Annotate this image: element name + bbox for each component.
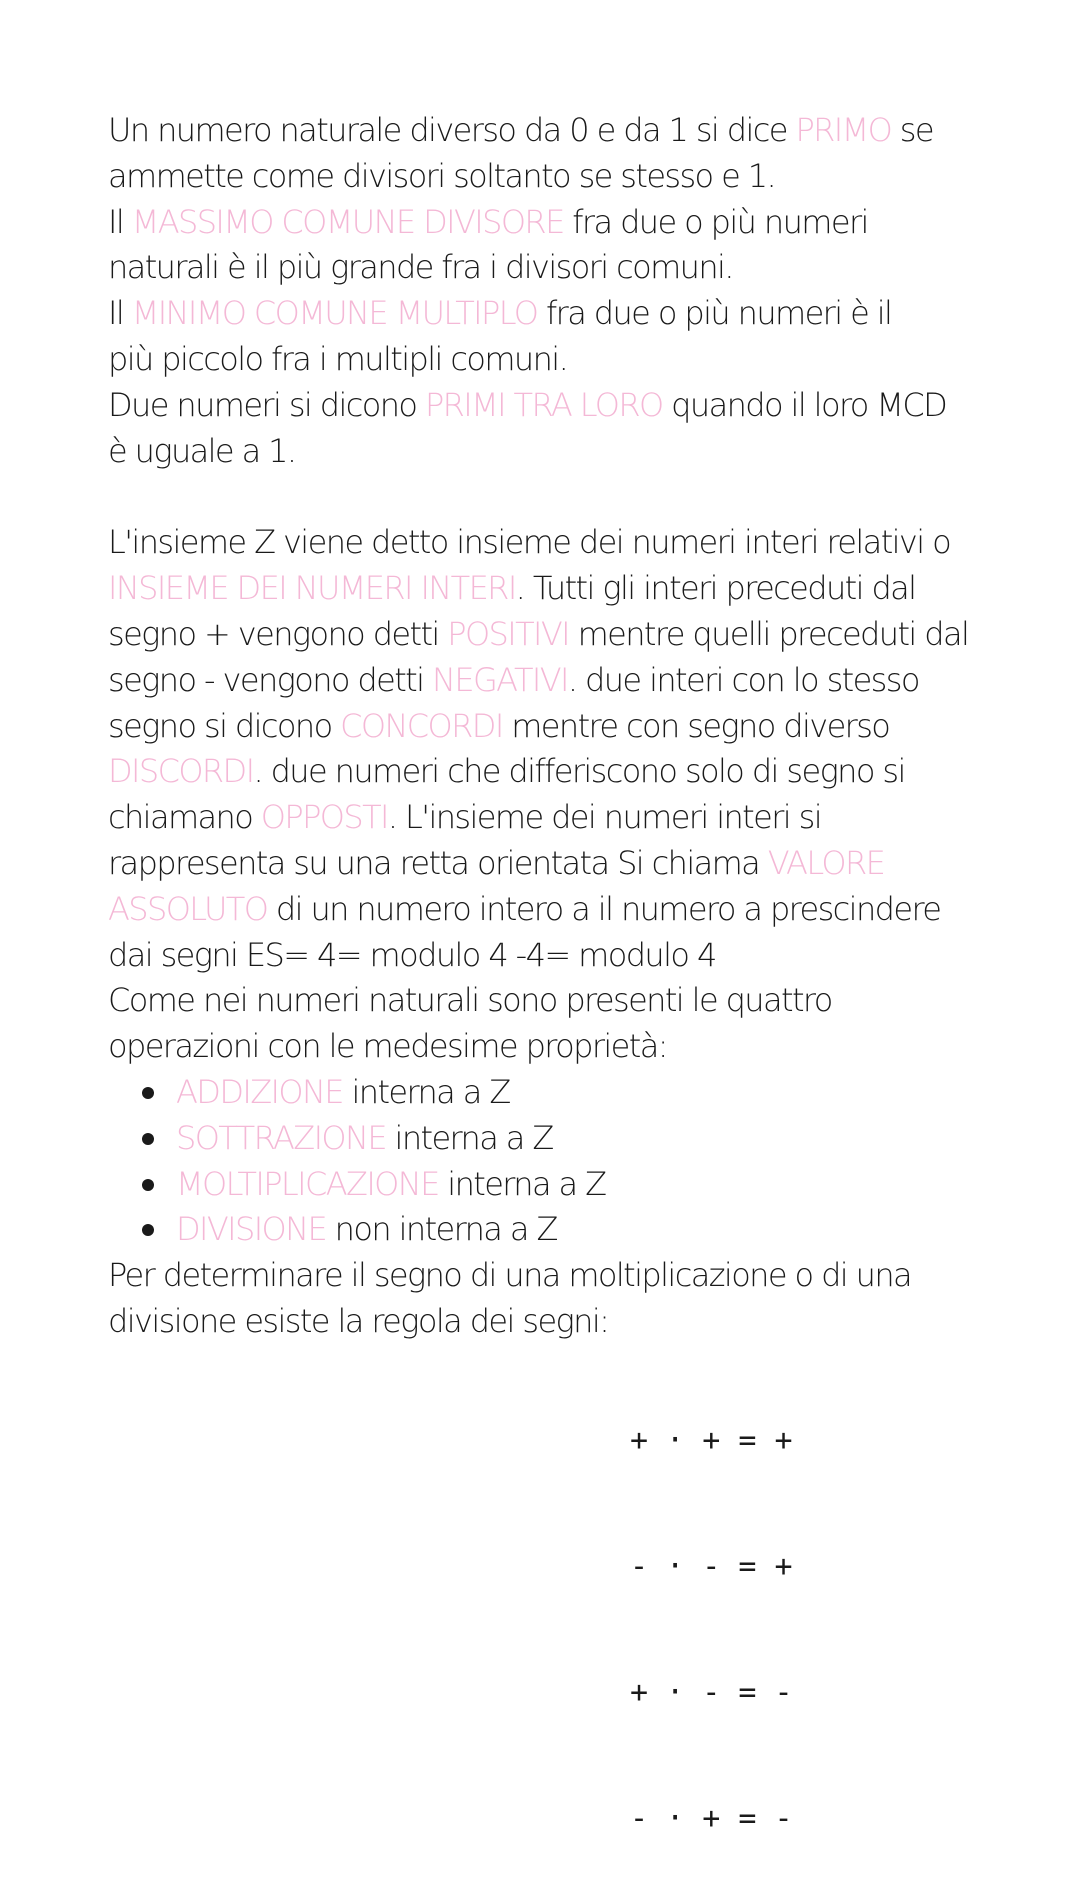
text: fra due o più numeri è il [537, 294, 892, 333]
text: . L'insieme dei numeri interi si [387, 798, 821, 837]
keyword-insieme-interi: INSIEME DEI NUMERI INTERI [108, 569, 516, 608]
keyword-positivi: POSITIVI [447, 614, 570, 653]
definition-assoluto [108, 887, 1008, 933]
keyword-valore: VALORE [767, 843, 885, 882]
bullet-icon [142, 1133, 154, 1145]
sign-rule: + · + = + [630, 1423, 793, 1458]
list-item [136, 1207, 1008, 1253]
sign-rule: - · - = + [630, 1549, 793, 1584]
text: interna a Z [342, 1072, 510, 1111]
text-line: ammette come divisori soltanto se stesso e 1. [108, 156, 776, 195]
keyword-assoluto: ASSOLUTO [108, 889, 268, 928]
keyword-addizione: ADDIZIONE [176, 1072, 343, 1111]
list-item [136, 1116, 1008, 1162]
example-modulo: dai segni ES= 4= modulo 4 -4= modulo 4 [108, 935, 716, 974]
notes-page [108, 108, 1008, 1345]
bullet-icon [142, 1087, 154, 1099]
keyword-primi-tra-loro: PRIMI TRA LORO [424, 385, 663, 424]
definition-concordi [108, 704, 1008, 750]
text: mentre quelli preceduti dal [569, 614, 969, 653]
text: . Tutti gli interi preceduti dal [515, 569, 916, 608]
definition-opposti [108, 795, 1008, 841]
keyword-moltiplicazione: MOLTIPLICAZIONE [176, 1164, 439, 1203]
bullet-icon [142, 1224, 154, 1236]
list-item [136, 1162, 1008, 1208]
definition-negativi [108, 658, 1008, 704]
text: di un numero intero a il numero a prescindere [267, 889, 941, 928]
text: . due numeri che differiscono solo di segno si [253, 752, 905, 791]
text: quando il loro MCD [662, 385, 947, 424]
text: se [891, 111, 933, 149]
text-line: divisione esiste la regola dei segni: [108, 1301, 609, 1340]
keyword-mcm: MINIMO COMUNE MULTIPLO [131, 294, 538, 333]
definition-discordi [108, 749, 1008, 795]
text-line: L'insieme Z viene detto insieme dei numeri interi relativi o [108, 523, 951, 562]
operations-list [108, 1070, 1008, 1253]
sign-rules-table [630, 1336, 793, 1882]
text-line: più piccolo fra i multipli comuni. [108, 339, 568, 378]
keyword-primo: PRIMO [795, 111, 892, 149]
list-item [136, 1070, 1008, 1116]
text-line: operazioni con le medesime proprietà: [108, 1027, 667, 1066]
text: interna a Z [438, 1164, 606, 1203]
keyword-mcd: MASSIMO COMUNE DIVISORE [131, 202, 564, 241]
keyword-sottrazione: SOTTRAZIONE [176, 1118, 386, 1157]
definition-mcd [108, 200, 1008, 246]
text: fra due o più numeri [563, 202, 868, 241]
sign-rule: - · + = - [630, 1801, 793, 1836]
text-line: è uguale a 1. [108, 431, 296, 470]
text-line: naturali è il più grande fra i divisori comuni. [108, 248, 733, 287]
definition-mcm [108, 291, 1008, 337]
text: mentre con segno diverso [502, 706, 890, 745]
definition-primo [108, 108, 1008, 154]
text: . due interi con lo stesso [567, 660, 919, 699]
bullet-icon [142, 1179, 154, 1191]
text: Il [108, 202, 132, 241]
text: segno si dicono [108, 706, 341, 745]
sign-rule: + · - = - [630, 1675, 793, 1710]
keyword-negativi: NEGATIVI [432, 660, 568, 699]
text-line: Come nei numeri naturali sono presenti le quattro [108, 981, 832, 1020]
keyword-divisione: DIVISIONE [176, 1210, 327, 1249]
text: Due numeri si dicono [108, 385, 425, 424]
text: segno + vengono detti [108, 614, 448, 653]
definition-valore [108, 841, 1008, 887]
definition-positivi [108, 612, 1008, 658]
text: chiamano [108, 798, 261, 837]
paragraph-gap [108, 474, 1008, 520]
text: Il [108, 294, 132, 333]
definition-interi [108, 566, 1008, 612]
keyword-opposti: OPPOSTI [260, 798, 388, 837]
keyword-concordi: CONCORDI [340, 706, 503, 745]
text: segno - vengono detti [108, 660, 432, 699]
text: interna a Z [385, 1118, 553, 1157]
text: rappresenta su una retta orientata Si chiama [108, 843, 768, 882]
text: Un numero naturale diverso da 0 e da 1 si dice [108, 111, 796, 149]
text-line: Per determinare il segno di una moltiplicazione o di una [108, 1256, 912, 1295]
definition-primi-tra-loro [108, 383, 1008, 429]
keyword-discordi: DISCORDI [108, 752, 254, 791]
text: non interna a Z [326, 1210, 557, 1249]
